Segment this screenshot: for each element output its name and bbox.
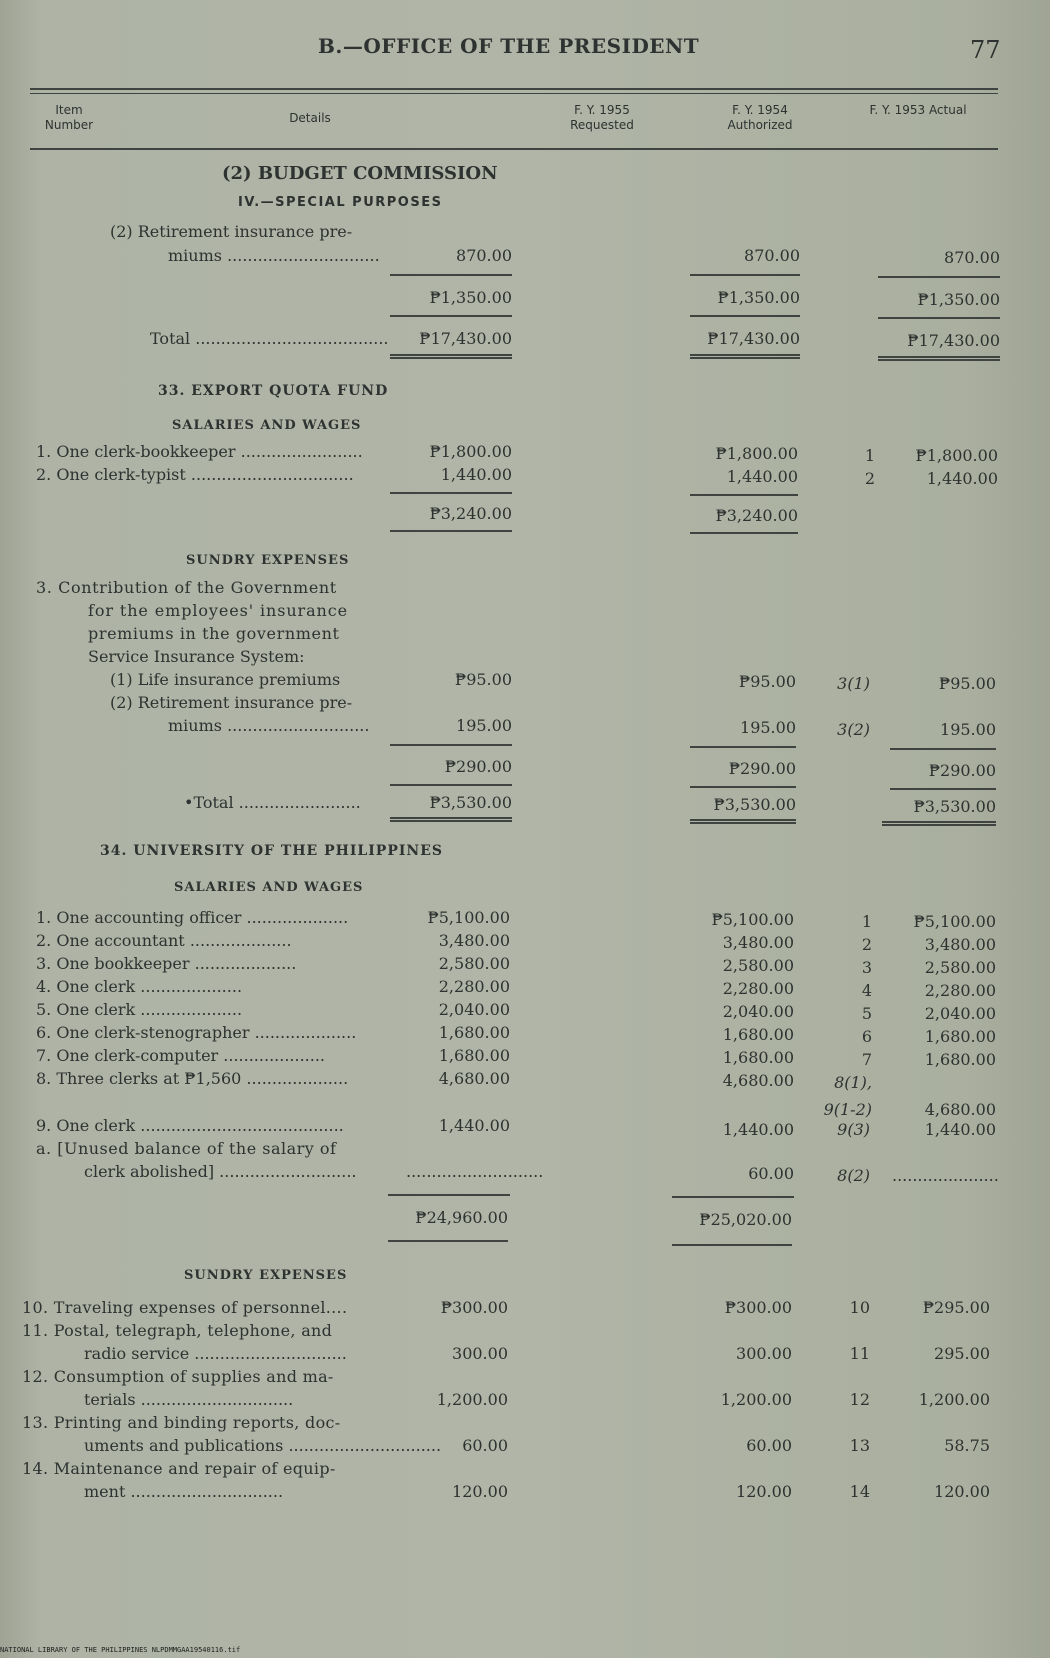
blank-amount-dots: ........................... [406,1162,544,1181]
amount-fy1954: 2,280.00 [722,979,794,998]
amount-fy1953: 2,580.00 [924,958,996,977]
amount-fy1954: ₱290.00 [728,759,796,778]
reference-number: 8(1), [834,1073,872,1092]
subtotal-rule [388,1194,510,1196]
amount-fy1954: ₱3,240.00 [715,506,798,525]
amount-fy1954: 60.00 [748,1164,794,1183]
line-item-label: (1) Life insurance premiums [110,670,341,689]
line-item-label: 1. One accounting officer .................... [36,908,349,927]
amount-fy1955: 2,280.00 [438,977,510,996]
amount-fy1955: ₱1,350.00 [429,288,512,307]
line-item-label: 8. Three clerks at ₱1,560 .................... [36,1069,349,1088]
reference-number: 3(1) [837,674,870,693]
line-item-label: 1. One clerk-bookkeeper ........................ [36,442,363,461]
amount-fy1954: 1,440.00 [722,1120,794,1139]
sundry-label-line2: uments and publications .............................. [84,1436,442,1455]
contribution-line1: 3. Contribution of the Government [36,578,337,597]
amount-fy1954: ₱25,020.00 [699,1210,792,1229]
section-title-budget-commission: (2) BUDGET COMMISSION [222,163,498,184]
amount-fy1955: ₱17,430.00 [419,329,512,348]
reference-number: 12 [849,1390,870,1409]
subtotal-rule [690,494,798,496]
amount-fy1954: 1,680.00 [722,1025,794,1044]
amount-fy1955: 300.00 [452,1344,508,1363]
amount-fy1953: ₱295.00 [922,1298,990,1317]
sundry-label-line1: 11. Postal, telegraph, telephone, and [22,1321,333,1340]
amount-fy1953: ₱1,800.00 [915,446,998,465]
amount-fy1954: 3,480.00 [722,933,794,952]
amount-fy1954: ₱3,530.00 [713,795,796,814]
reference-number: 1 [861,912,872,931]
reference-number: 11 [849,1344,870,1363]
line-item-label: 9. One clerk ........................................ [36,1116,344,1135]
reference-number: 10 [849,1298,870,1317]
amount-fy1954: ₱1,350.00 [717,288,800,307]
amount-fy1955: ₱290.00 [444,757,512,776]
sundry-label-line2-text: terials [84,1390,136,1409]
subtotal-rule [390,744,512,746]
amount-fy1954: 4,680.00 [722,1071,794,1090]
amount-fy1953: 870.00 [944,248,1000,267]
amount-fy1953: ₱17,430.00 [907,331,1000,350]
amount-fy1953: ₱95.00 [938,674,996,693]
total-label: Total ...................................... [150,329,389,348]
amount-fy1953: 1,680.00 [924,1050,996,1069]
header-rule-top-2 [30,93,998,94]
amount-fy1953: 3,480.00 [924,935,996,954]
amount-fy1954: 1,200.00 [720,1390,792,1409]
amount-fy1954: 120.00 [736,1482,792,1501]
reference-number: 2 [861,935,872,954]
amount-fy1953: ₱290.00 [928,761,996,780]
sundry-label-line1: 10. Traveling expenses of personnel.... [22,1298,348,1317]
total-rule [390,784,512,786]
subtotal-rule [390,274,512,276]
line-item-label-text: 6. One clerk-stenographer [36,1023,250,1042]
amount-fy1953: 1,440.00 [924,1120,996,1139]
line-item-label-text: 1. One accounting officer [36,908,242,927]
subtotal-rule [690,274,800,276]
amount-fy1953: 2,040.00 [924,1004,996,1023]
line-item-label-text: 7. One clerk-computer [36,1046,219,1065]
reference-number: 9(3) [837,1120,870,1139]
amount-fy1955: 870.00 [456,246,512,265]
sundry-label-line1: 14. Maintenance and repair of equip- [22,1459,336,1478]
col-head-fy1955: F. Y. 1955 Requested [570,103,634,132]
heading-salaries: SALARIES AND WAGES [174,880,364,895]
line-item-label-text: 4. One clerk [36,977,136,996]
reference-number: 5 [861,1004,872,1023]
reference-number: 2 [864,469,875,488]
amount-fy1954: 870.00 [744,246,800,265]
reference-number: 3 [861,958,872,977]
amount-fy1955: 120.00 [452,1482,508,1501]
amount-fy1954: ₱95.00 [738,672,796,691]
heading-sundry: SUNDRY EXPENSES [186,553,350,568]
total-double-rule [690,354,800,359]
line-item-label-text: 2. One accountant [36,931,185,950]
subtotal-rule [388,1240,508,1242]
line-item-label: 3. One bookkeeper .................... [36,954,297,973]
retirement-label-line1: (2) Retirement insurance pre- [110,693,353,712]
amount-fy1955: 4,680.00 [438,1069,510,1088]
line-item-label: 6. One clerk-stenographer .................... [36,1023,357,1042]
line-item-label: 2. One clerk-typist ................................ [36,465,354,484]
page-header-title: B.—OFFICE OF THE PRESIDENT [318,34,700,58]
amount-fy1955: ₱5,100.00 [427,908,510,927]
total-rule [878,317,1000,319]
amount-fy1955: 60.00 [462,1436,508,1455]
sundry-label-line2-text: radio service [84,1344,190,1363]
amount-fy1953: 1,440.00 [926,469,998,488]
total-double-rule [878,356,1000,361]
subtotal-rule [890,748,996,750]
subtotal-rule [390,492,512,494]
total-double-rule [390,354,512,359]
amount-fy1955: ₱24,960.00 [415,1208,508,1227]
reference-number: 4 [861,981,872,1000]
sundry-label-line1: 12. Consumption of supplies and ma- [22,1367,334,1386]
section-title-export-quota: 33. EXPORT QUOTA FUND [158,383,389,399]
amount-fy1955: ₱300.00 [440,1298,508,1317]
amount-fy1955: ₱1,800.00 [429,442,512,461]
heading-salaries: SALARIES AND WAGES [172,418,362,433]
amount-fy1955: 1,440.00 [440,465,512,484]
amount-fy1955: 3,480.00 [438,931,510,950]
amount-fy1953: 120.00 [934,1482,990,1501]
heading-sundry: SUNDRY EXPENSES [184,1268,348,1283]
subtotal-rule [690,746,796,748]
contribution-line4: Service Insurance System: [88,647,305,666]
reference-number: 9(1-2) [823,1100,872,1119]
amount-fy1953: ₱1,350.00 [917,290,1000,309]
amount-fy1954: 2,040.00 [722,1002,794,1021]
reference-number: 8(2) [837,1166,870,1185]
amount-fy1954: 1,680.00 [722,1048,794,1067]
section-subtitle-special-purposes: IV.—SPECIAL PURPOSES [238,195,443,210]
amount-fy1953: 4,680.00 [924,1100,996,1119]
amount-fy1955: 1,680.00 [438,1046,510,1065]
amount-fy1955: ₱95.00 [454,670,512,689]
amount-fy1955: 195.00 [456,716,512,735]
header-rule-bottom [30,148,998,150]
header-rule-top [30,88,998,90]
line-item-label: 5. One clerk .................... [36,1000,243,1019]
line-item-label-text: 5. One clerk [36,1000,136,1019]
amount-fy1955: 1,200.00 [436,1390,508,1409]
line-item-label: 7. One clerk-computer .................... [36,1046,326,1065]
retirement-label-line2: miums ............................ [168,716,370,735]
amount-fy1953: 295.00 [934,1344,990,1363]
col-head-details: Details [289,111,331,125]
total-rule [890,788,996,790]
sundry-label-line2-text: uments and publications [84,1436,284,1455]
total-label: •Total ........................ [184,793,361,812]
amount-fy1953: 2,280.00 [924,981,996,1000]
blank-amount-dots: ..................... [892,1166,999,1185]
amount-fy1954: 1,440.00 [726,467,798,486]
amount-fy1954: 60.00 [746,1436,792,1455]
contribution-line2: for the employees' insurance [88,601,348,620]
amount-fy1953: 1,200.00 [918,1390,990,1409]
amount-fy1954: 195.00 [740,718,796,737]
amount-fy1954: 300.00 [736,1344,792,1363]
amount-fy1955: 2,040.00 [438,1000,510,1019]
sundry-label-line2-text: ment [84,1482,126,1501]
total-rule [690,315,800,317]
subtotal-rule [690,532,798,534]
subtotal-rule [672,1196,794,1198]
reference-number: 1 [864,446,875,465]
amount-fy1953: ₱5,100.00 [913,912,996,931]
sundry-label-line1: 13. Printing and binding reports, doc- [22,1413,341,1432]
sundry-label-line2: ment .............................. [84,1482,284,1501]
line-item-label: 2. One accountant .................... [36,931,292,950]
reference-number: 7 [861,1050,872,1069]
amount-fy1955: 2,580.00 [438,954,510,973]
amount-fy1954: ₱300.00 [724,1298,792,1317]
amount-fy1954: ₱5,100.00 [711,910,794,929]
reference-number: 3(2) [837,720,870,739]
total-rule [390,315,512,317]
subtotal-rule [878,276,1000,278]
reference-number: 14 [849,1482,870,1501]
col-head-fy1954: F. Y. 1954 Authorized [727,103,793,132]
col-head-fy1953: F. Y. 1953 Actual [869,103,967,117]
total-double-rule [690,819,796,824]
amount-fy1955: 1,680.00 [438,1023,510,1042]
unused-balance-line1: a. [Unused balance of the salary of [36,1139,337,1158]
reference-number: 6 [861,1027,872,1046]
total-rule [690,786,796,788]
sundry-label-line2: terials .............................. [84,1390,294,1409]
amount-fy1953: ₱3,530.00 [913,797,996,816]
footer-archive-label: NATIONAL LIBRARY OF THE PHILIPPINES NLPDMMGAA19540116.tif [0,1646,241,1654]
amount-fy1955: 1,440.00 [438,1116,510,1135]
amount-fy1954: ₱1,800.00 [715,444,798,463]
subtotal-rule [390,530,512,532]
section-title-up: 34. UNIVERSITY OF THE PHILIPPINES [100,843,443,859]
reference-number: 13 [849,1436,870,1455]
amount-fy1955: ₱3,240.00 [429,504,512,523]
amount-fy1955: ₱3,530.00 [429,793,512,812]
amount-fy1953: 1,680.00 [924,1027,996,1046]
total-double-rule [882,821,996,826]
retirement-label-line1: (2) Retirement insurance pre- [110,222,353,241]
sundry-label-line2: radio service .............................. [84,1344,347,1363]
amount-fy1953: 58.75 [944,1436,990,1455]
amount-fy1954: 2,580.00 [722,956,794,975]
line-item-label-text: 8. Three clerks at ₱1,560 [36,1069,242,1088]
amount-fy1954: ₱17,430.00 [707,329,800,348]
unused-balance-line2: clerk abolished] ........................... [84,1162,357,1181]
retirement-label-line2: miums .............................. [168,246,380,265]
subtotal-rule [672,1244,792,1246]
page-number: 77 [970,36,1001,64]
amount-fy1953: 195.00 [940,720,996,739]
total-double-rule [390,817,512,822]
line-item-label-text: 3. One bookkeeper [36,954,190,973]
contribution-line3: premiums in the government [88,624,340,643]
line-item-label: 4. One clerk .................... [36,977,243,996]
col-head-item: Item Number [44,103,94,132]
